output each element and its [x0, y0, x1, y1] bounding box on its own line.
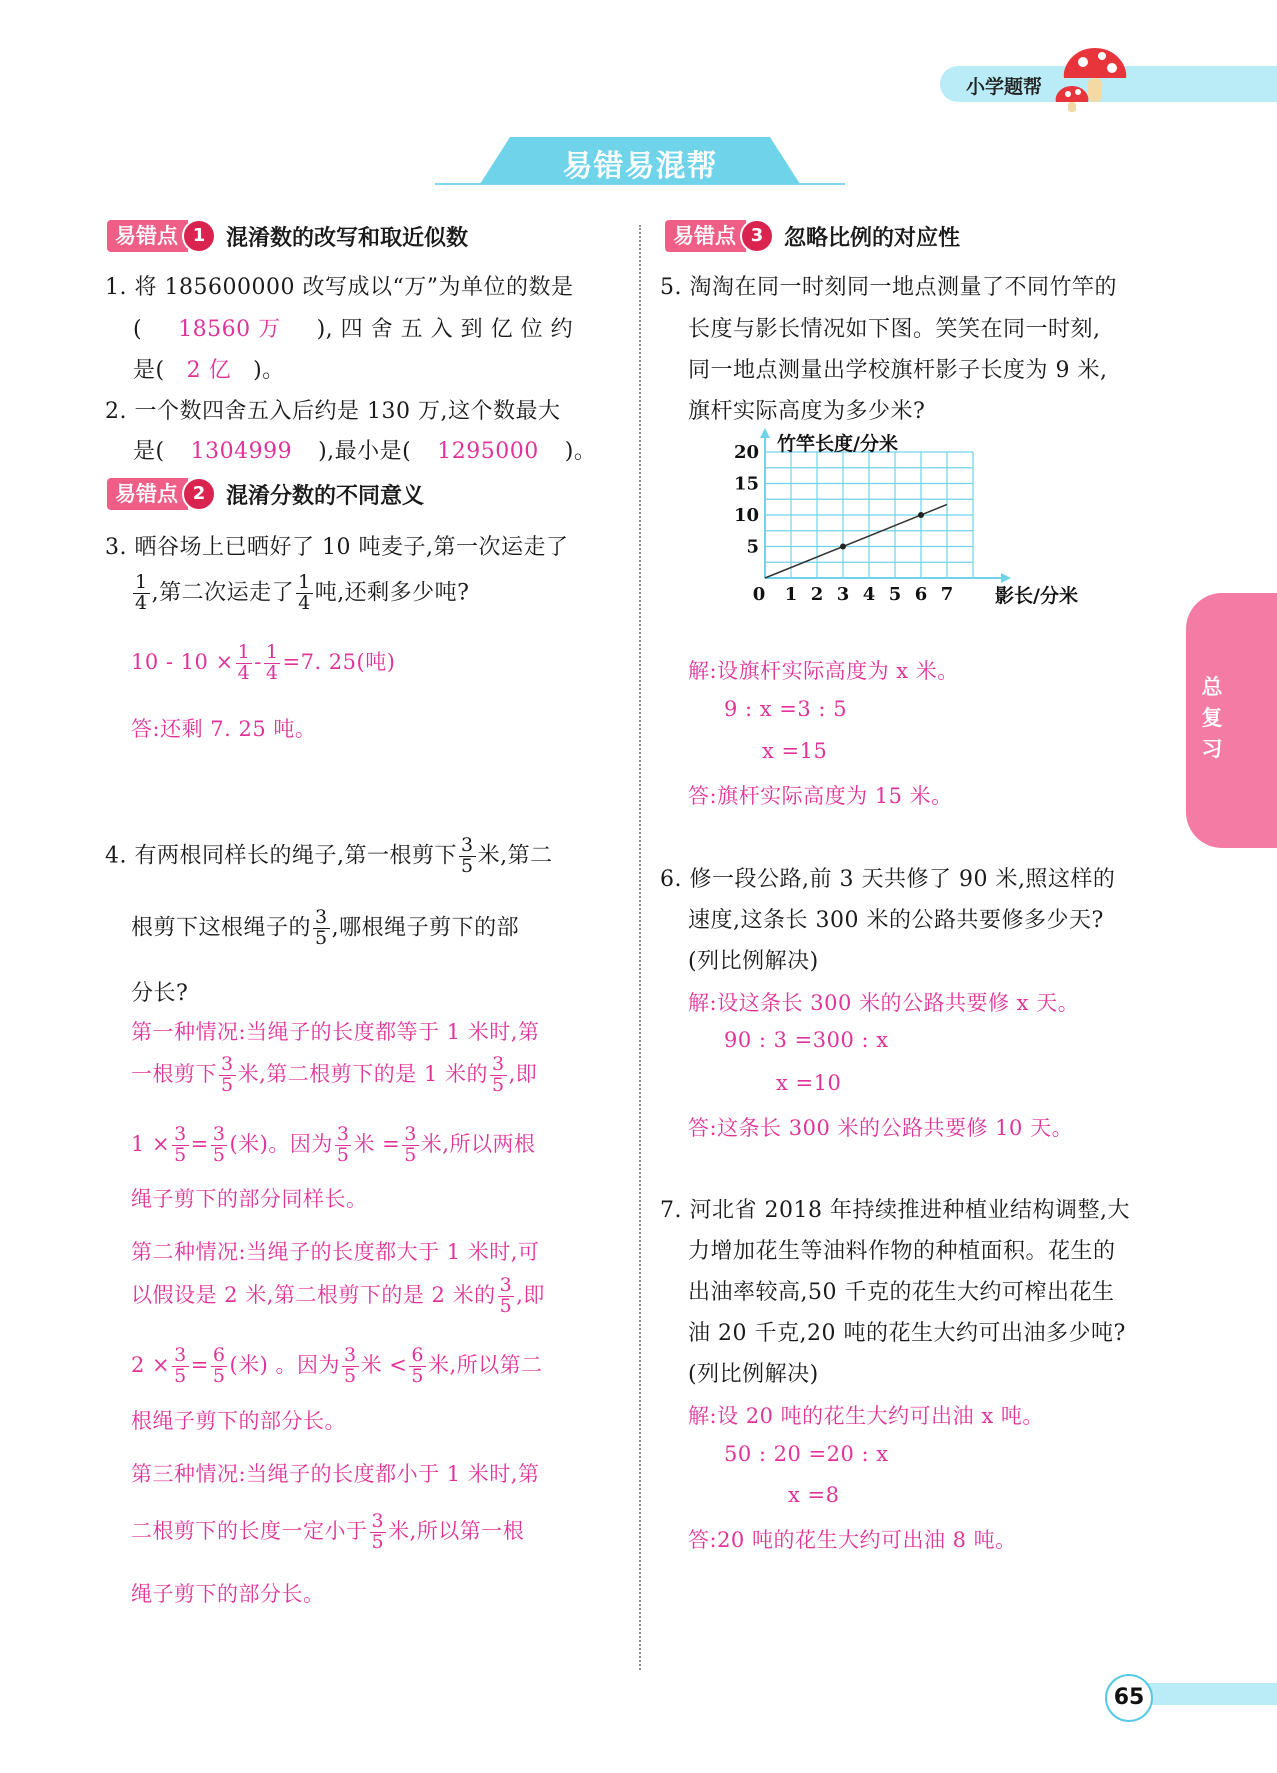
section-badge-2 [107, 477, 424, 511]
q4-line1: 4. 有两根同样长的绳子,第一根剪下 $\frac{3}{5}$ 米,第二 [105, 834, 553, 877]
q5-line3: 同一地点测量出学校旗杆影子长度为 9 米, [688, 358, 1108, 383]
q1-answer-2: 2 亿 [186, 358, 232, 383]
data-point [918, 512, 924, 518]
section-badge-1 [107, 219, 468, 253]
q4-case1-line4: 绳子剪下的部分同样长。 [131, 1187, 368, 1211]
q3-answer: 答:还剩 7. 25 吨。 [131, 717, 317, 741]
side-tab-label [1196, 672, 1228, 765]
q4-case3-line2: 二根剪下的长度一定小于 $\frac{3}{5}$ 米,所以第一根 [131, 1510, 525, 1553]
q4-line3: 分长? [131, 981, 189, 1006]
q7-solution-2: 50 : 20 =20 : x [724, 1442, 889, 1466]
q1-line3: 是( 2 亿 )。 [133, 358, 285, 383]
x-axis-label: 影长/分米 [995, 585, 1078, 607]
x-tick-label: 2 [810, 584, 824, 605]
q5-line4: 旗杆实际高度为多少米? [688, 399, 926, 424]
q3-line2: $\frac{1}{4}$ ,第二次运走了 $\frac{1}{4}$ 吨,还剩多少吨? [135, 571, 470, 614]
page-title: 易错易混帮 [562, 149, 718, 184]
q7-answer: 答:20 吨的花生大约可出油 8 吨。 [688, 1528, 1017, 1552]
q5-solution-2: 9 : x =3 : 5 [724, 697, 848, 721]
q5-solution-3: x =15 [762, 739, 828, 763]
bamboo-shadow-chart [720, 428, 1120, 648]
section-title: 忽略比例的对应性 [784, 225, 961, 251]
badge-number: 3 [740, 219, 774, 253]
page-number: 65 [1105, 1674, 1153, 1722]
q6-line1: 6. 修一段公路,前 3 天共修了 90 米,照这样的 [660, 867, 1116, 892]
q2-line2: 是( 1304999 ),最小是( 1295000 )。 [133, 439, 597, 464]
q6-solution-2: 90 : 3 =300 : x [724, 1028, 889, 1052]
q1-answer-1: 18560 万 [178, 317, 281, 342]
y-axis-label: 竹竿长度/分米 [777, 433, 898, 455]
q5-line1: 5. 淘淘在同一时刻同一地点测量了不同竹竿的 [660, 275, 1117, 300]
q7-line2: 力增加花生等油料作物的种植面积。花生的 [688, 1239, 1116, 1264]
y-tick-label: 10 [733, 505, 759, 526]
column-divider [639, 225, 641, 1670]
q5-answer: 答:旗杆实际高度为 15 米。 [688, 784, 953, 808]
q5-line2: 长度与影长情况如下图。笑笑在同一时刻, [688, 317, 1101, 342]
q4-case2-line3: 2 × $\frac{3}{5}$ = $\frac{6}{5}$ (米) 。因为 $\frac{3}{5}$ 米 < $\frac{6}{5}$ 米,所以第二 [131, 1344, 543, 1387]
q3-solution: 10 - 10 × $\frac{1}{4}$ - $\frac{1}{4}$ =7. 25(吨) [131, 641, 396, 684]
y-tick-label: 15 [733, 473, 759, 495]
q7-line1: 7. 河北省 2018 年持续推进种植业结构调整,大 [660, 1198, 1130, 1223]
q7-solution-1: 解:设 20 吨的花生大约可出油 x 吨。 [688, 1404, 1044, 1428]
q6-solution-3: x =10 [776, 1071, 842, 1095]
q7-line4: 油 20 千克,20 吨的花生大约可出油多少吨? [688, 1321, 1126, 1346]
badge-number: 2 [182, 477, 216, 511]
q6-solution-1: 解:设这条长 300 米的公路共要修 x 天。 [688, 991, 1080, 1015]
q2-answer-1: 1304999 [190, 439, 293, 464]
q5-solution-1: 解:设旗杆实际高度为 x 米。 [688, 659, 959, 683]
q2-line1: 2. 一个数四舍五入后约是 130 万,这个数最大 [105, 399, 561, 424]
q4-case1-line3: 1 × $\frac{3}{5}$ = $\frac{3}{5}$ (米)。因为 $\frac{3}{5}$ 米 = $\frac{3}{5}$ 米,所以两根 [131, 1123, 536, 1166]
q3-line1: 3. 晒谷场上已晒好了 10 吨麦子,第一次运走了 [105, 535, 569, 560]
q7-line5: (列比例解决) [688, 1362, 819, 1387]
q6-line2: 速度,这条长 300 米的公路共要修多少天? [688, 908, 1104, 933]
q4-case2-line2: 以假设是 2 米,第二根剪下的是 2 米的 $\frac{3}{5}$ ,即 [131, 1274, 545, 1317]
badge-number: 1 [182, 219, 216, 253]
q4-case1-line2: 一根剪下 $\frac{3}{5}$ 米,第二根剪下的是 1 米的 $\frac{3}{5}$ ,即 [131, 1053, 538, 1096]
side-tab-char: 复 [1201, 706, 1223, 730]
q4-case3-line3: 绳子剪下的部分长。 [131, 1582, 325, 1606]
y-tick-label: 20 [733, 442, 759, 463]
y-axis-arrow [760, 428, 770, 438]
x-tick-label: 3 [836, 584, 850, 605]
side-tab-char: 总 [1201, 675, 1223, 699]
section-badge-3 [665, 219, 960, 253]
badge-tag: 易错点 [665, 220, 746, 252]
q7-solution-3: x =8 [788, 1483, 840, 1507]
side-tab-char: 习 [1201, 737, 1223, 761]
x-tick-label: 5 [888, 584, 902, 605]
q4-case1-line1: 第一种情况:当绳子的长度都等于 1 米时,第 [131, 1020, 540, 1044]
q7-line3: 出油率较高,50 千克的花生大约可榨出花生 [688, 1280, 1115, 1305]
x-tick-label: 4 [862, 584, 876, 605]
q1-line1: 1. 将 185600000 改写成以“万”为单位的数是 [105, 275, 574, 300]
x-axis-arrow [1001, 573, 1011, 583]
q6-line3: (列比例解决) [688, 949, 819, 974]
section-title: 混淆分数的不同意义 [226, 483, 425, 509]
x-tick-label: 1 [784, 584, 798, 605]
section-title: 混淆数的改写和取近似数 [226, 225, 469, 251]
q2-answer-2: 1295000 [437, 439, 539, 464]
x-tick-label: 6 [914, 584, 928, 605]
x-tick-label: 7 [940, 584, 954, 605]
mushroom-icon [1050, 40, 1150, 112]
q4-line2: 根剪下这根绳子的 $\frac{3}{5}$ ,哪根绳子剪下的部 [131, 906, 520, 949]
data-point [840, 544, 846, 550]
badge-tag: 易错点 [107, 220, 188, 252]
q4-case3-line1: 第三种情况:当绳子的长度都小于 1 米时,第 [131, 1462, 540, 1486]
chart-grid [765, 452, 973, 578]
q4-case2-line4: 根绳子剪下的部分长。 [131, 1409, 346, 1433]
y-tick-label: 5 [746, 536, 759, 558]
brand-label: 小学题帮 [966, 76, 1043, 98]
q4-case2-line1: 第二种情况:当绳子的长度都大于 1 米时,可 [131, 1240, 540, 1264]
q1-line2: ( 18560 万 ), 四 舍 五 入 到 亿 位 约 [133, 317, 574, 342]
q6-answer: 答:这条长 300 米的公路共要修 10 天。 [688, 1116, 1074, 1140]
chart-labels [734, 432, 1078, 607]
x-tick-label: 0 [752, 584, 766, 605]
badge-tag: 易错点 [107, 478, 188, 510]
